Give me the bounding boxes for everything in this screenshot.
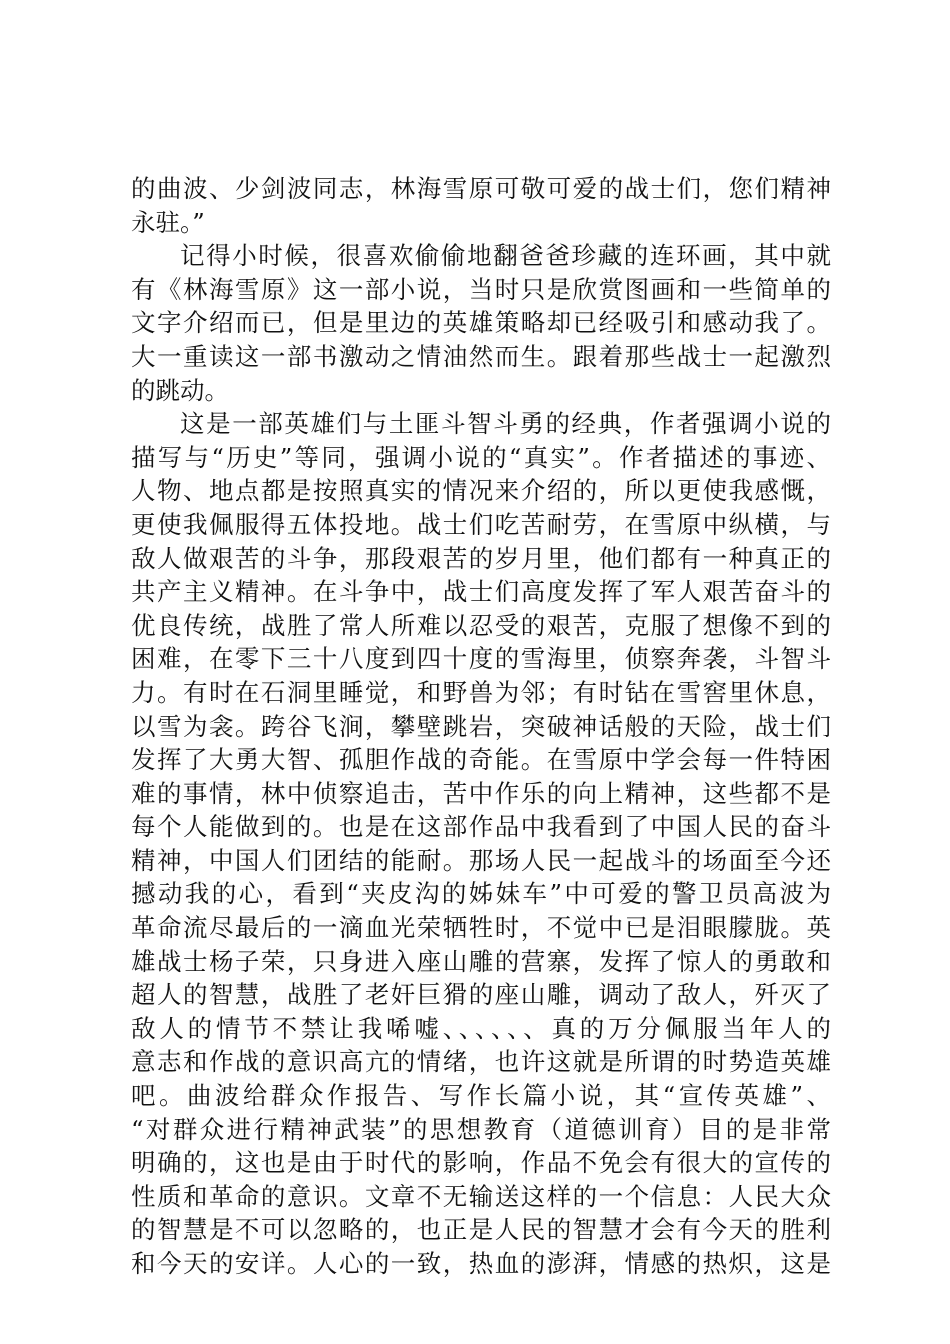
text-line: 的跳动。 xyxy=(131,375,229,405)
paragraph-2 xyxy=(131,239,831,407)
text-line: 性质和革命的意识。文章不无输送这样的一个信息：人民大众 xyxy=(131,1181,831,1211)
text-line: 更使我佩服得五体投地。战士们吃苦耐劳，在雪原中纵横，与 xyxy=(131,509,831,539)
text-line: 精神，中国人们团结的能耐。那场人民一起战斗的场面至今还 xyxy=(131,845,831,875)
text-line: 敌人的情节不禁让我唏嘘、、、、、、真的万分佩服当年人的 xyxy=(131,1013,831,1043)
text-line: 超人的智慧，战胜了老奸巨猾的座山雕，调动了敌人，歼灭了 xyxy=(131,980,831,1010)
text-line: 意志和作战的意识高亢的情绪，也许这就是所谓的时势造英雄 xyxy=(131,1047,831,1077)
text-line: 记得小时候，很喜欢偷偷地翻爸爸珍藏的连环画，其中就 xyxy=(180,241,831,271)
text-line: 每个人能做到的。也是在这部作品中我看到了中国人民的奋斗 xyxy=(131,812,831,842)
text-line: 敌人做艰苦的斗争，那段艰苦的岁月里，他们都有一种真正的 xyxy=(131,543,831,573)
text-line: 的曲波、少剑波同志，林海雪原可敬可爱的战士们，您们精神 xyxy=(131,174,831,203)
text-line: 吧。曲波给群众作报告、写作长篇小说，其“宣传英雄”、 xyxy=(131,1081,831,1111)
text-line: 和今天的安详。人心的一致，热血的澎湃，情感的热炽，这是 xyxy=(131,1249,831,1278)
text-line: 明确的，这也是由于时代的影响，作品不免会有很大的宣传的 xyxy=(131,1148,831,1178)
text-line: 共产主义精神。在斗争中，战士们高度发挥了军人艰苦奋斗的 xyxy=(131,577,831,607)
text-line: 以雪为衾。跨谷飞涧，攀壁跳岩，突破神话般的天险，战士们 xyxy=(131,711,831,741)
paragraph-3 xyxy=(131,407,831,1280)
text-line: 革命流尽最后的一滴血光荣牺牲时，不觉中已是泪眼朦胧。英 xyxy=(131,913,831,943)
text-line: 这是一部英雄们与土匪斗智斗勇的经典，作者强调小说的 xyxy=(180,409,831,439)
text-line: 人物、地点都是按照真实的情况来介绍的，所以更使我感慨， xyxy=(131,476,831,506)
text-line: 的智慧是不可以忽略的，也正是人民的智慧才会有今天的胜利 xyxy=(131,1215,831,1245)
text-line: 文字介绍而已，但是里边的英雄策略却已经吸引和感动我了。 xyxy=(131,308,831,338)
text-line: 困难，在零下三十八度到四十度的雪海里，侦察奔袭，斗智斗 xyxy=(131,644,831,674)
text-line: 描写与“历史”等同，强调小说的“真实”。作者描述的事迹、 xyxy=(131,442,831,472)
text-line: 力。有时在石洞里睡觉，和野兽为邻；有时钻在雪窖里休息， xyxy=(131,677,831,707)
body-text xyxy=(131,172,831,1281)
text-line: 雄战士杨子荣，只身进入座山雕的营寨，发挥了惊人的勇敢和 xyxy=(131,946,831,976)
text-line: 永驻。” xyxy=(131,207,205,237)
text-line: 大一重读这一部书激动之情油然而生。跟着那些战士一起激烈 xyxy=(131,341,831,371)
text-line: 发挥了大勇大智、孤胆作战的奇能。在雪原中学会每一件特困 xyxy=(131,745,831,775)
text-line: 优良传统，战胜了常人所难以忍受的艰苦，克服了想像不到的 xyxy=(131,610,831,640)
text-line: “对群众进行精神武装”的思想教育（道德训育）目的是非常 xyxy=(131,1114,831,1144)
paragraph-1 xyxy=(131,172,831,239)
text-line: 有《林海雪原》这一部小说，当时只是欣赏图画和一些简单的 xyxy=(131,274,831,304)
text-line: 撼动我的心，看到“夹皮沟的姊妹车”中可爱的警卫员高波为 xyxy=(131,879,831,909)
text-line: 难的事情，林中侦察追击，苦中作乐的向上精神，这些都不是 xyxy=(131,778,831,808)
